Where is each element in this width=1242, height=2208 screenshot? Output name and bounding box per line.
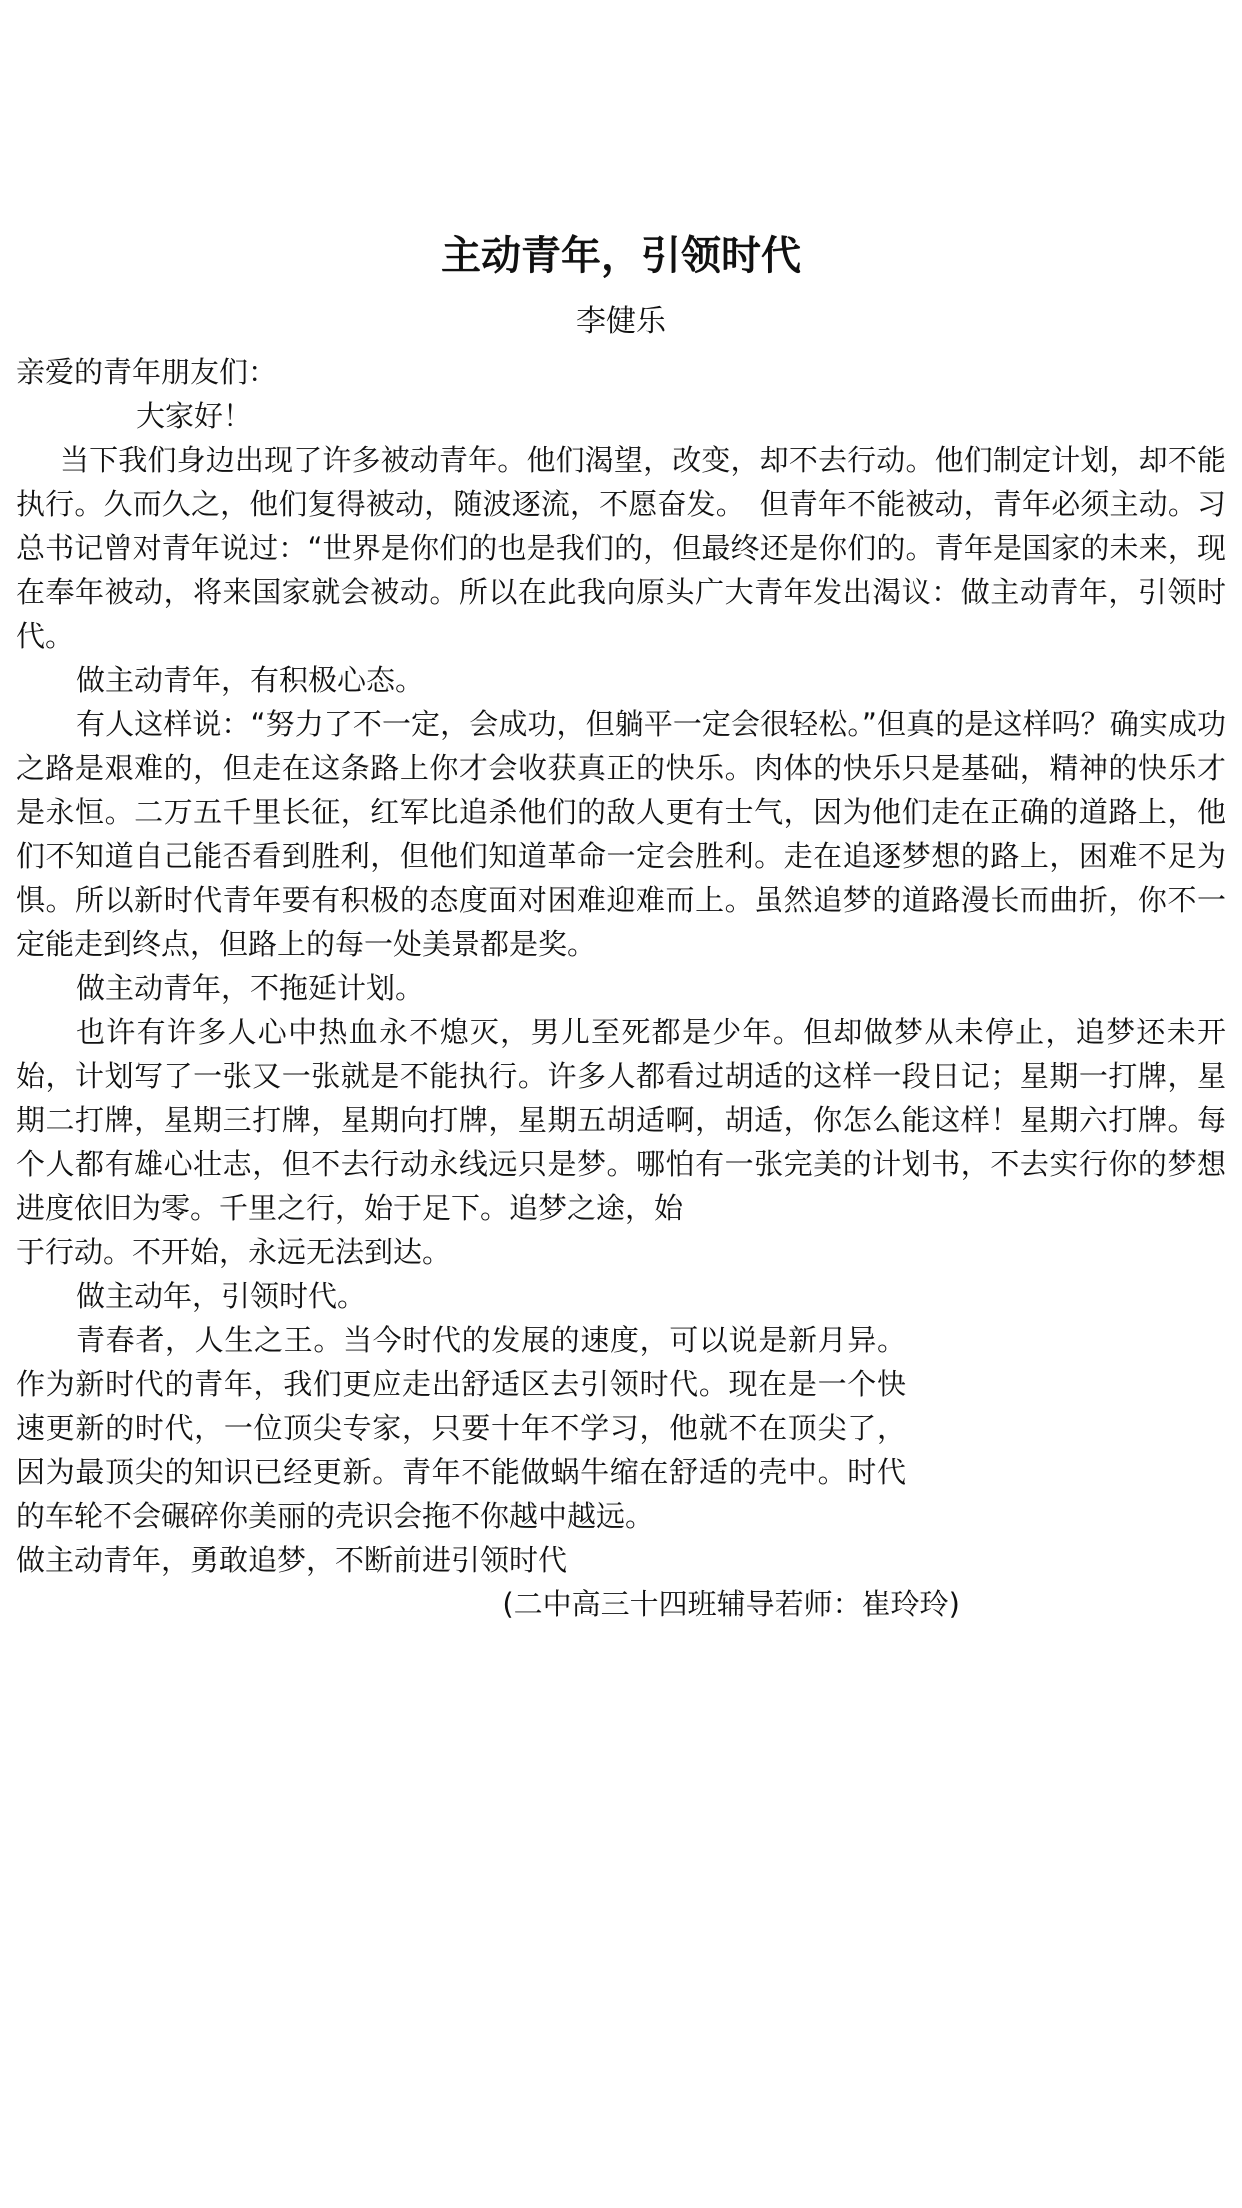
greeting: 大家好！: [136, 399, 253, 433]
paragraph-positive: 有人这样说：“努力了不一定，会成功，但躺平一定会很轻松。”但真的是这样吗？确实成功之路是艰难的，但走在这条路上你才会收获真正的快乐。肉体的快乐只是基础，精神的快乐才是永恒。二万五千里长征，红军比追杀他们的敌人更有士气，因为他们走在正确的道路上，他们不知道自己能否看到胜利，但他们知道革命一定会胜利。走在追逐梦想的路上，困难不足为惧。所以新时代青年要有积极的态度面对困难迎难而上。虽然追梦的道路漫长而曲折，你不一定能走到终点，但路上的每一处美景都是奖。: [16, 707, 1226, 961]
document-author: 李健乐: [576, 304, 666, 339]
paragraph-intro: 当下我们身边出现了许多被动青年。他们渴望，改变，却不去行动。他们制定计划，却不能执行。久而久之，他们复得被动，随波逐流，不愿奋发。 但青年不能被动，青年必须主动。习总书记曾对青年说过：“世界是你们的也是我们的，但最终还是你们的。青年是国家的未来，现在奉年被动，将来国家就会被动。所以在此我向原头广大青年发出渴议：做主动青年，引领时代。: [16, 443, 1226, 653]
paragraph-no-delay: 也许有许多人心中热血永不熄灭，男儿至死都是少年。但却做梦从未停止，追梦还未开始，计划写了一张又一张就是不能执行。许多人都看过胡适的这样一段日记；星期一打牌，星期二打牌，星期三打牌，星期向打牌，星期五胡适啊，胡适，你怎么能这样！星期六打牌。每个人都有雄心壮志，但不去行动永线远只是梦。哪怕有一张完美的计划书，不去实行你的梦想进度依旧为零。千里之行，始于足下。追梦之途，始: [16, 1015, 1226, 1225]
section-heading-positive: 做主动青年，有积极心态。: [76, 663, 425, 697]
signature: (二中高三十四班辅导若师：崔玲玲): [502, 1587, 960, 1621]
salutation: 亲爱的青年朋友们：: [16, 355, 278, 389]
section-heading-lead: 做主动年，引领时代。: [76, 1279, 367, 1313]
section-heading-no-delay: 做主动青年，不拖延计划。: [76, 971, 425, 1005]
paragraph-lead: 青春者，人生之王。当今时代的发展的速度，可以说是新月异。作为新时代的青年，我们更应走出舒适区去引领时代。现在是一个快速更新的时代，一位顶尖专家，只要十年不学习，他就不在顶尖了，因为最顶尖的知识已经更新。青年不能做蜗牛缩在舒适的壳中。时代的车轮不会碾碎你美丽的壳识会拖不你越中越远。: [16, 1323, 906, 1533]
paragraph-no-delay-end: 于行动。不开始，永远无法到达。: [16, 1235, 452, 1269]
closing-line: 做主动青年，勇敢追梦，不断前进引领时代: [16, 1543, 568, 1577]
document-title: 主动青年，引领时代: [441, 233, 801, 279]
document-body: [16, 350, 1226, 1626]
